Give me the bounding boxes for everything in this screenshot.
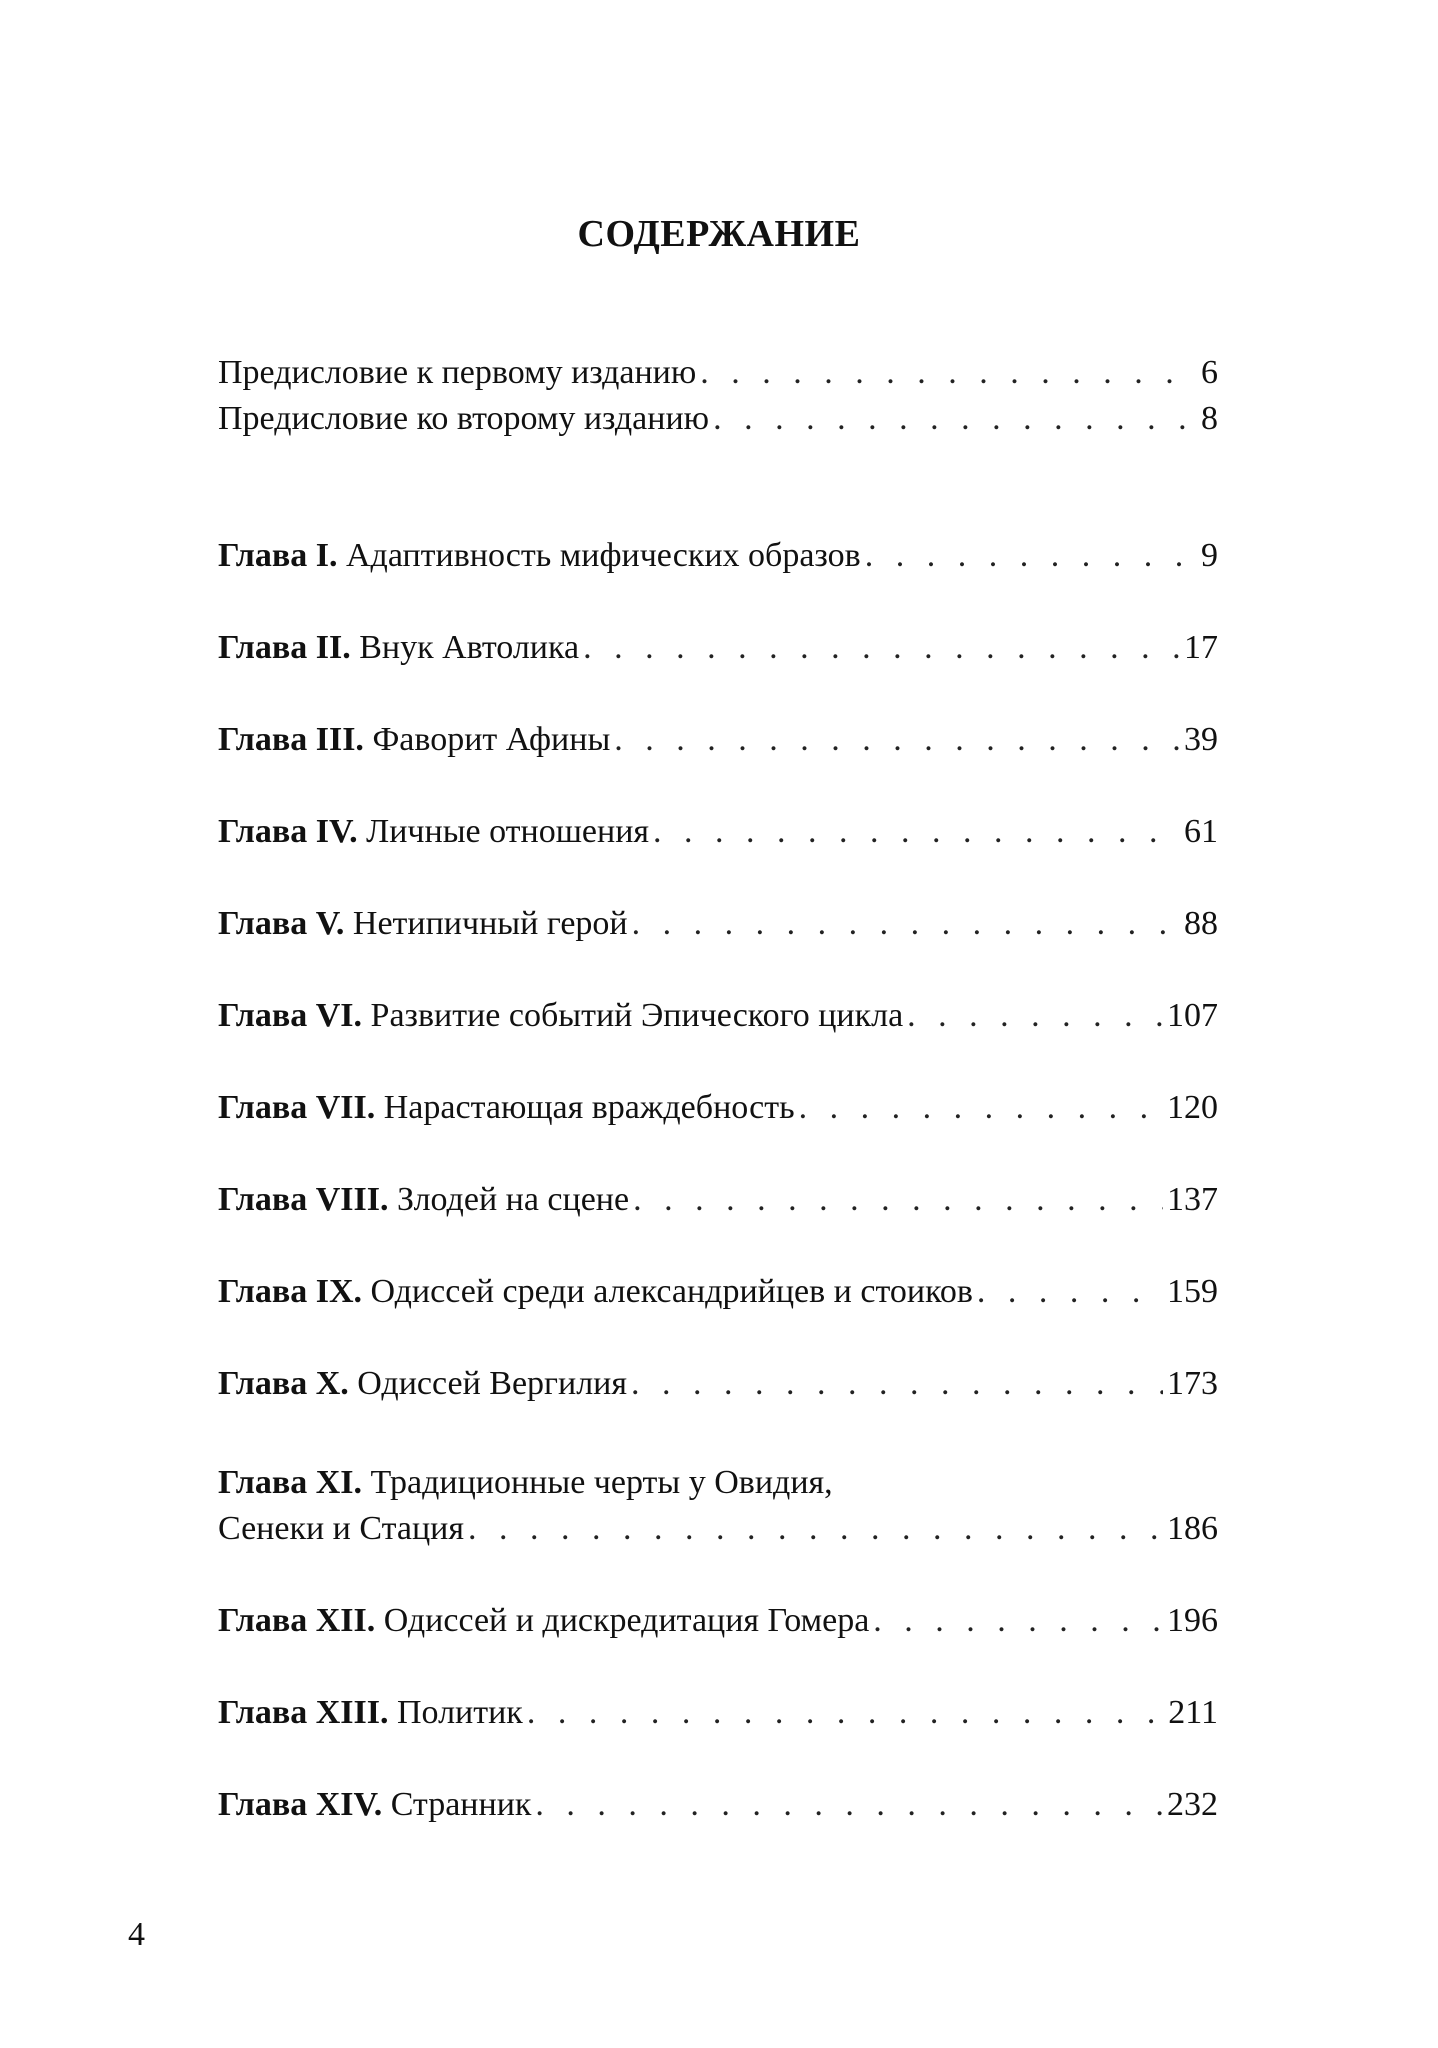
toc-entry-title: Предисловие ко второму изданию: [218, 400, 710, 437]
chapter-label: Глава VII.: [218, 1089, 376, 1126]
toc-page-number: 186: [1167, 1510, 1218, 1547]
toc-entry-title: Адаптивность мифических образов: [345, 537, 861, 574]
dot-leader: [631, 1361, 1163, 1407]
dot-leader: [799, 1085, 1163, 1131]
page-number-folio: 4: [128, 1916, 145, 1953]
toc-page-number: 9: [1201, 537, 1218, 574]
chapter-label: Глава X.: [218, 1365, 349, 1402]
toc-entry-title: Злодей на сцене: [396, 1181, 630, 1218]
toc-entry-title: Традиционные черты у Овидия,: [370, 1464, 833, 1501]
toc-page-number: 120: [1167, 1089, 1218, 1126]
toc-entry-title: Нетипичный герой: [352, 905, 628, 942]
toc-entry-chapter-6: [218, 993, 1218, 1039]
toc-entry-title: Одиссей Вергилия: [357, 1365, 627, 1402]
toc-page-number: 196: [1167, 1602, 1218, 1639]
toc-page-number: 17: [1184, 629, 1218, 666]
toc-page-number: 88: [1184, 905, 1218, 942]
toc-entry-chapter-2: [218, 625, 1218, 671]
toc-page-number: 173: [1167, 1365, 1218, 1402]
toc-entry-title: Фаворит Афины: [372, 721, 611, 758]
dot-leader: [614, 717, 1180, 763]
toc-entry-chapter-10: [218, 1361, 1218, 1407]
dot-leader: [907, 993, 1163, 1039]
chapter-label: Глава VIII.: [218, 1181, 389, 1218]
dot-leader: [535, 1782, 1163, 1828]
dot-leader: [632, 901, 1180, 947]
chapter-label: Глава II.: [218, 629, 351, 666]
toc-entry-title: Странник: [390, 1786, 532, 1823]
toc-entry-chapter-13: [218, 1690, 1218, 1736]
toc-entry-title: Политик: [396, 1694, 523, 1731]
chapter-label: Глава XI.: [218, 1464, 363, 1501]
dot-leader: [873, 1598, 1163, 1644]
dot-leader: [977, 1269, 1163, 1315]
toc-entry-title: Одиссей и дискредитация Гомера: [383, 1602, 870, 1639]
dot-leader: [468, 1506, 1163, 1552]
dot-leader: [653, 809, 1180, 855]
toc-entry-title: Внук Автолика: [359, 629, 580, 666]
dot-leader: [633, 1177, 1163, 1223]
toc-entry-title: Личные отношения: [366, 813, 650, 850]
toc-entry-title: Развитие событий Эпического цикла: [370, 997, 904, 1034]
toc-page-number: 232: [1167, 1786, 1218, 1823]
toc-entry-chapter-14: [218, 1782, 1218, 1828]
toc-page-number: 107: [1167, 997, 1218, 1034]
toc-entry-preface-2: [218, 396, 1218, 442]
toc-entry-chapter-12: [218, 1598, 1218, 1644]
toc-entry-chapter-1: [218, 533, 1218, 579]
toc-page-number: 6: [1201, 354, 1218, 391]
chapter-label: Глава XIV.: [218, 1786, 383, 1823]
toc-page-number: 39: [1184, 721, 1218, 758]
chapter-label: Глава III.: [218, 721, 364, 758]
chapter-label: Глава IX.: [218, 1273, 363, 1310]
toc-entry-chapter-4: [218, 809, 1218, 855]
toc-entry-title: Одиссей среди александрийцев и стоиков: [370, 1273, 973, 1310]
toc-entry-chapter-9: [218, 1269, 1218, 1315]
chapter-label: Глава V.: [218, 905, 345, 942]
dot-leader: [700, 350, 1197, 396]
toc-entry-preface-1: [218, 350, 1218, 396]
toc-page-number: 8: [1201, 400, 1218, 437]
toc-entry-chapter-11: [218, 1460, 1218, 1552]
dot-leader: [713, 396, 1197, 442]
toc-entry-chapter-8: [218, 1177, 1218, 1223]
toc-page-number: 61: [1184, 813, 1218, 850]
toc-entry-chapter-3: [218, 717, 1218, 763]
toc-page-number: 211: [1168, 1694, 1218, 1731]
toc-entry-title: Нарастающая враждебность: [383, 1089, 795, 1126]
chapter-label: Глава VI.: [218, 997, 363, 1034]
chapter-label: Глава I.: [218, 537, 338, 574]
toc-entry-title-continued: Сенеки и Стация: [218, 1510, 465, 1547]
dot-leader: [583, 625, 1180, 671]
toc-entry-chapter-7: [218, 1085, 1218, 1131]
toc-page-number: 137: [1167, 1181, 1218, 1218]
chapter-label: Глава XII.: [218, 1602, 376, 1639]
chapter-label: Глава IV.: [218, 813, 358, 850]
toc-page-number: 159: [1167, 1273, 1218, 1310]
dot-leader: [527, 1690, 1164, 1736]
page-title: СОДЕРЖАНИЕ: [577, 213, 861, 255]
toc-entry-chapter-5: [218, 901, 1218, 947]
chapter-label: Глава XIII.: [218, 1694, 389, 1731]
dot-leader: [865, 533, 1197, 579]
toc-entry-title: Предисловие к первому изданию: [218, 354, 697, 391]
